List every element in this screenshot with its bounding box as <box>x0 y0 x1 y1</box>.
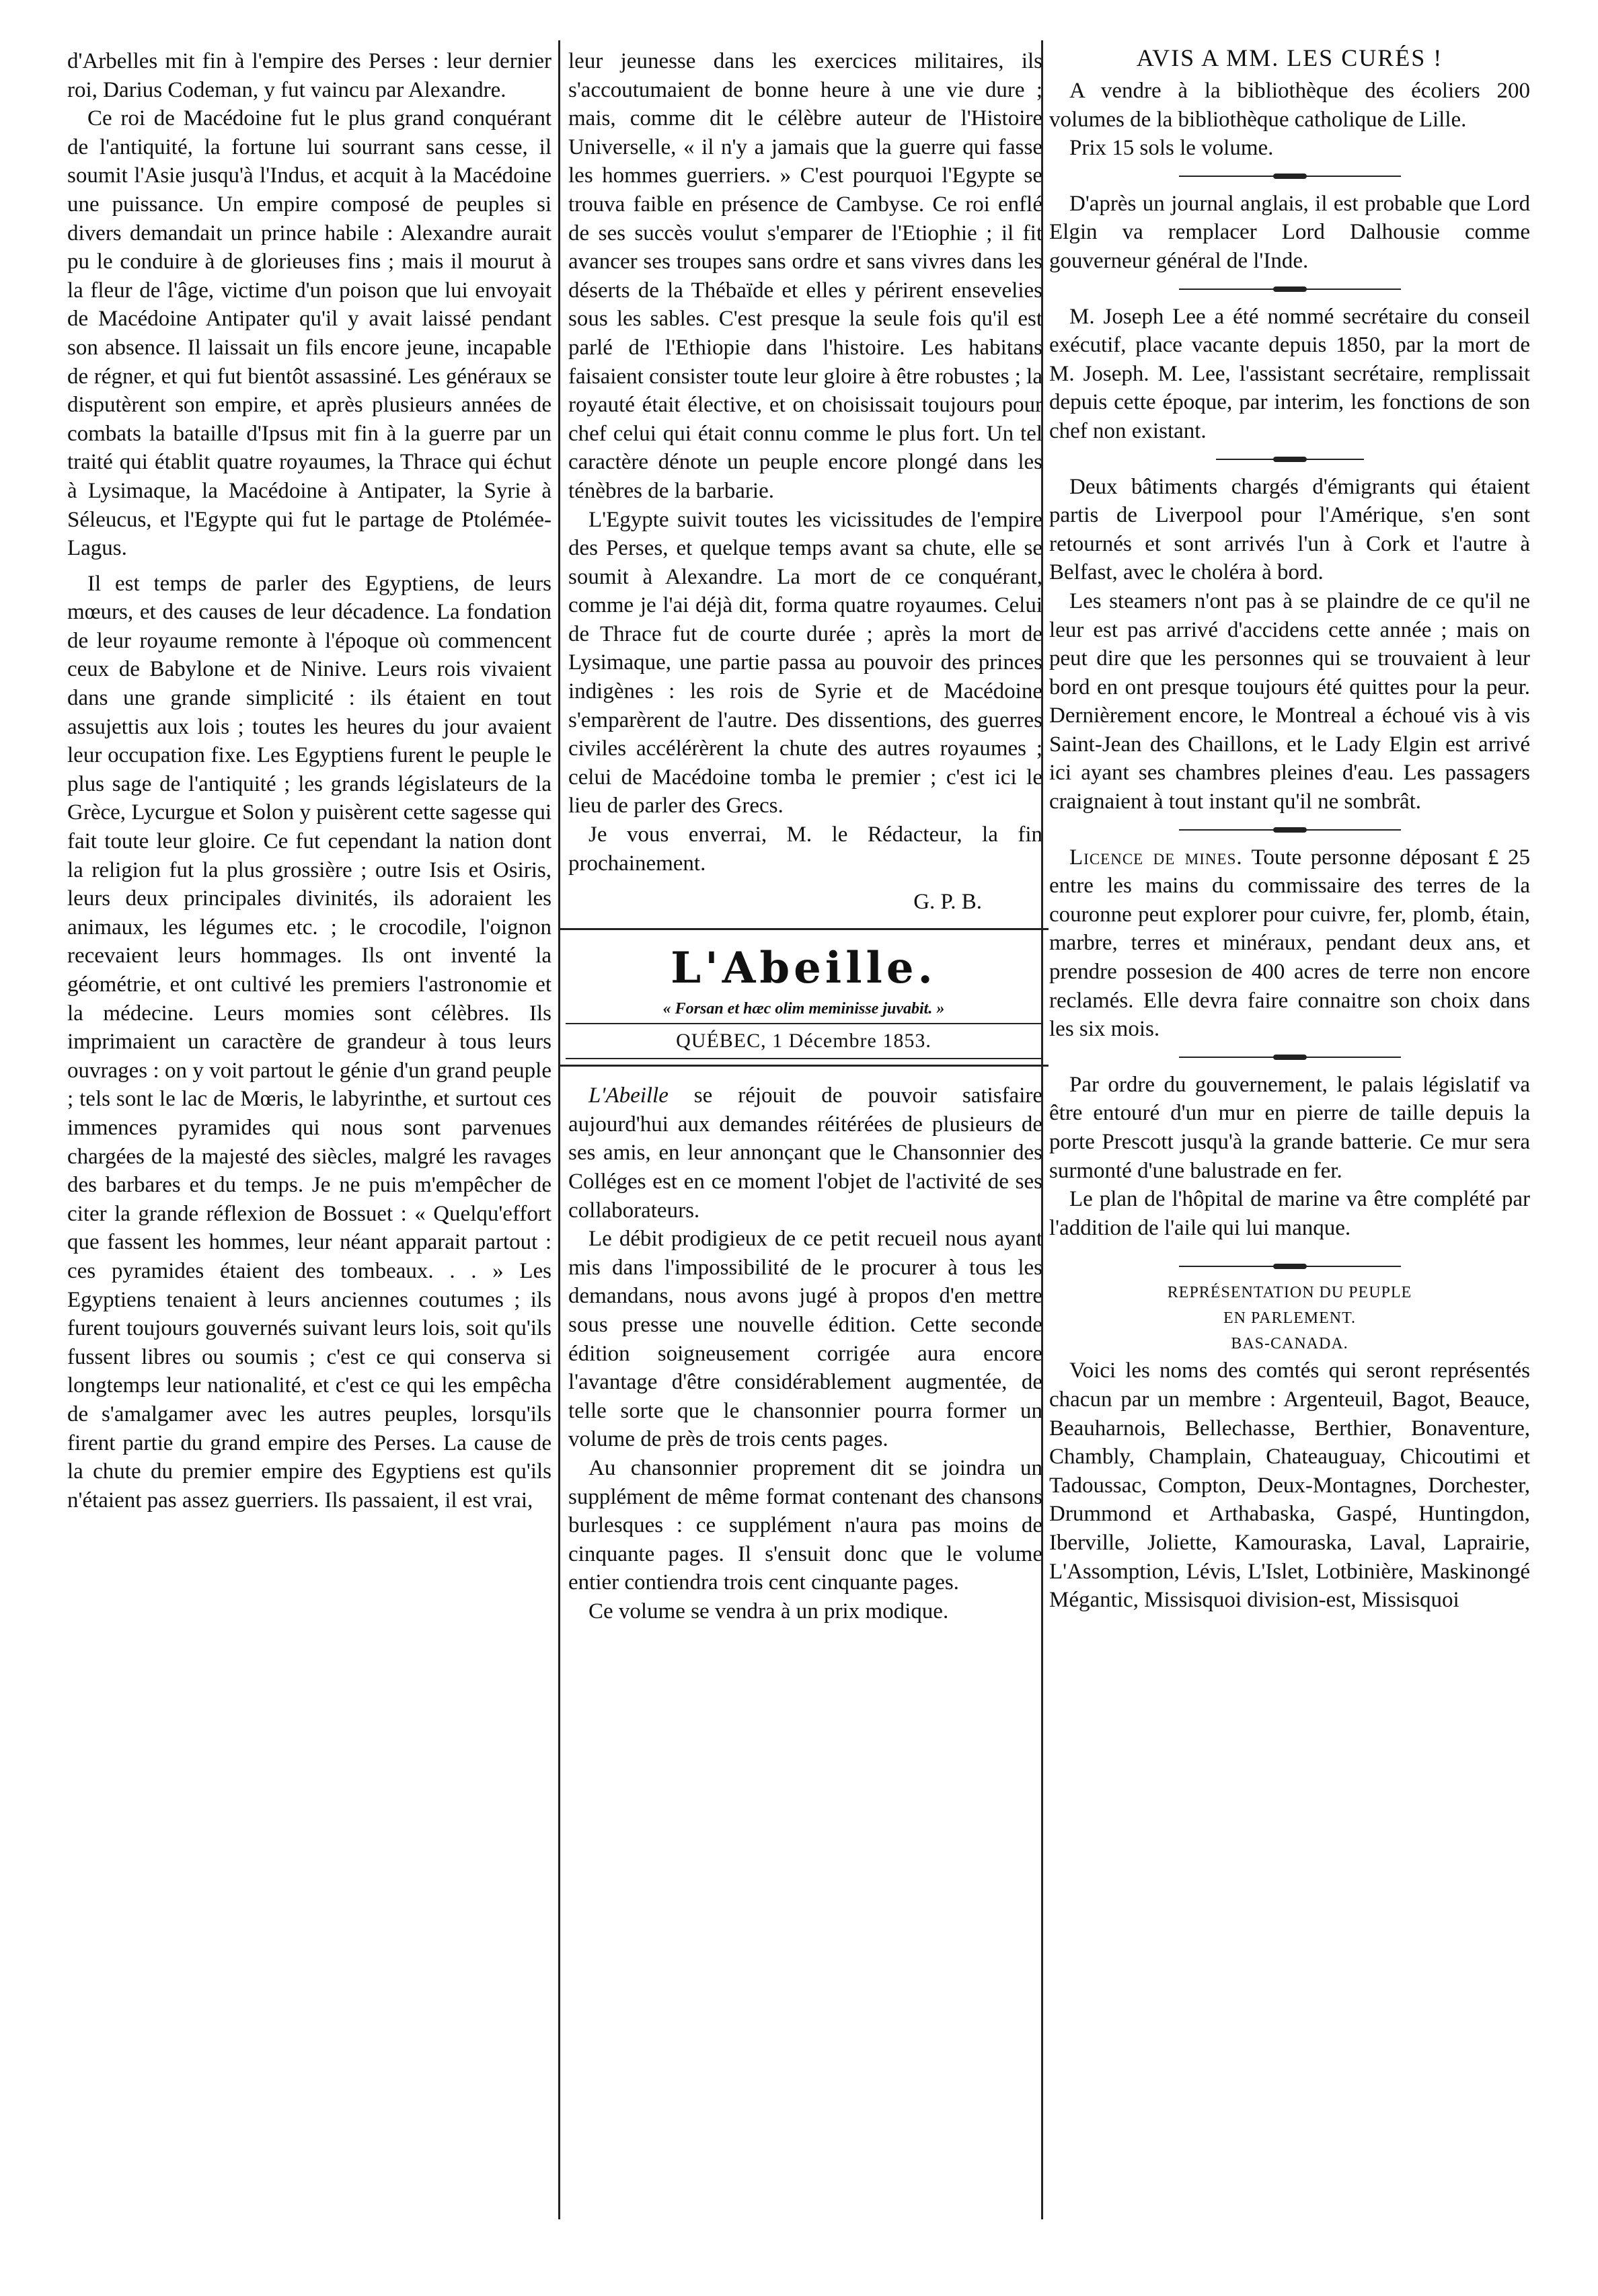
paragraph: L'Egypte suivit toutes les vicissitudes de l'empire des Perses, et quelque temps avant sa chute, elle se soumit à Alexandre. La mort de ce conquérant, comme je l'ai déjà dit, forma quatre royaumes. Celui de Thrace fut de courte durée ; après la mort de Lysimaque, une partie passa au pouvoir des princes indigènes : les rois de Syrie et de Macédoine s'emparèrent de l'autre. Des dissentions, des guerres civiles accélérèrent la chute des autres royaumes ; celui de Macédoine tomba le premier ; c'est ici le lieu de parler des Grecs. <box>568 507 1042 818</box>
paragraph: D'après un journal anglais, il est probable que Lord Elgin va remplacer Lord Dalhousie comme gouverneur général de l'Inde. <box>1049 191 1530 273</box>
separator <box>1179 1053 1401 1061</box>
separator <box>1216 455 1364 463</box>
signature: G. P. B. <box>913 890 982 915</box>
paragraph-text: Toute personne déposant £ 25 entre les mains du commissaire des terres de la couronne peut explorer pour cuivre, fer, plomb, étain, marbre, terres et minéraux, pendant deux ans, et prendre possesion de 400 acres de terre non encore reclamés. Elle devra faire connaitre son choix dans les six mois. <box>1049 845 1530 1042</box>
paragraph <box>568 1081 1042 1225</box>
masthead-motto: « Forsan et hæc olim meminisse juvabit. » <box>662 1000 945 1018</box>
paragraph: Ce roi de Macédoine fut le plus grand conquérant de l'antiquité, la fortune lui sourrant sans cesse, il soumit l'Asie jusqu'à l'Indus, et acquit à la Macédoine une puissance. Un empire composé de peuples si divers demandait un prince habile : Alexandre aurait pu le conduire à de glorieuses fins ; mais il mourut à la fleur de l'âge, victime d'un poison que lui envoyait de Macédoine Antipater qu'il y avait laissé pendant son absence. Il laissait un fils encore jeune, incapable de régner, et qui fut bientôt assassiné. Les généraux se disputèrent son empire, et après plusieurs années de combats la bataille d'Ipsus mit fin à la guerre par un traité qui établit quatre royaumes, la Thrace qui échut à Lysimaque, la Macédoine à Antipater, la Syrie à Séleucus, et l'Egypte qui fut le partage de Ptolémée-Lagus. <box>67 106 551 561</box>
masthead-date: QUÉBEC, 1 Décembre 1853. <box>566 1023 1042 1059</box>
paragraph: Les steamers n'ont pas à se plaindre de ce qu'il ne leur est pas arrivé d'accidens cette année ; mais on peut dire que les personnes qui se trouvaient à leur bord en ont presque toujours été quittes pour la peur. Dernièrement encore, le Montreal a échoué vis à vis Saint-Jean des Chaillons, et le Lady Elgin est arrivé ici ayant ses chambres pleines d'eau. Les passagers craignaient à tout instant qu'il ne sombrât. <box>1049 588 1530 814</box>
column-rule-left <box>558 40 560 2219</box>
paragraph: Deux bâtiments chargés d'émigrants qui étaient partis de Liverpool pour l'Amérique, s'en sont retournés et sont arrivés l'un à Cork et l'autre à Belfast, avec le choléra à bord. <box>1049 474 1530 585</box>
separator <box>1179 826 1401 834</box>
masthead-title: L'Abeille. <box>671 943 937 994</box>
paragraph: M. Joseph Lee a été nommé secrétaire du conseil exécutif, place vacante depuis 1850, par la mort de M. Joseph. M. Lee, l'assistant secrétaire, remplissait depuis cette époque, par interim, les fonctions de son chef non existant. <box>1049 304 1530 443</box>
section-subheading: EN PARLEMENT. <box>1223 1309 1356 1328</box>
masthead <box>559 928 1049 1067</box>
separator <box>1179 172 1401 180</box>
column-3 <box>1049 44 1530 1615</box>
paragraph: leur jeunesse dans les exercices militaires, ils s'accoutumaient de bonne heure à une vie dure ; mais, comme dit le célèbre auteur de l'Histoire Universelle, « il n'y a jamais que la guerre qui fasse les hommes guerriers. » C'est pourquoi l'Egypte se trouva faible en présence de Cambyse. Ce roi enflé de ses succès voulut s'emparer de l'Etiophie ; il fit avancer ses troupes sans ordre et sans vivres dans les déserts de la Thébaïde et elles y périrent ensevelies sous les sables. C'est presque la seule fois qu'il est parlé de l'Ethiopie dans l'histoire. Les habitans faisaient consister toute leur gloire à être robustes ; la royauté était élective, et on choisissait toujours pour chef celui qui était connu comme le plus fort. Un tel caractère dénote un peuple encore plongé dans les ténèbres de la barbarie. <box>568 49 1042 503</box>
paragraph: Le plan de l'hôpital de marine va être complété par l'addition de l'aile qui lui manque. <box>1049 1187 1530 1240</box>
paragraph: Il est temps de parler des Egyptiens, de leurs mœurs, et des causes de leur décadence. La fondation de leur royaume remonte à l'époque où commencent ceux de Babylone et de Ninive. Leurs rois vivaient dans une grande simplicité : ils étaient en tout assujettis aux lois ; toutes les heures du jour avaient leur occupation fixe. Les Egyptiens furent le peuple le plus sage de l'antiquité ; les grands législateurs de la Grèce, Lycurgue et Solon y puisèrent cette sagesse qui fait toute leur gloire. Ce fut cependant la nation dont la religion fut la plus grossière ; outre Isis et Osiris, leurs deux principales divinités, ils adoraient les animaux, les légumes etc. ; le crocodile, l'oignon recevaient leurs hommages. Ils ont inventé la géométrie, et ont cultivé les premiers l'astronomie et la médecine. Leurs momies sont célèbres. Ils imprimaient un caractère de grandeur à tous leurs ouvrages : on y voit partout le génie d'un grand peuple ; tels sont le lac de Mœris, le labyrinthe, et surtout ces immences pyramides qui nous sont parvenues chargées de la majesté des siècles, malgré les ravages des barbares et du temps. Je ne puis m'empêcher de citer la grande réflexion de Bossuet : « Quelqu'effort que fassent les hommes, leur néant apparait partout : ces pyramides étaient des tombeaux. . . » Les Egyptiens tenaient à leurs anciennes coutumes ; ils furent toujours gouvernés suivant leurs lois, soit qu'ils fussent libres ou soumis ; c'est ce qui conserva si longtemps leur nationalité, et c'est ce qui les empêcha de s'amalgamer avec les autres peuples, lorsqu'ils firent partie du grand empire des Perses. La cause de la chute du premier empire des Egyptiens est qu'ils n'étaient pas assez guerriers. Ils passaient, il est vrai, <box>67 571 551 1513</box>
abeille-lead: L'Abeille <box>588 1083 669 1108</box>
column-2 <box>568 47 1042 1626</box>
section-heading: REPRÉSENTATION DU PEUPLE <box>1167 1284 1412 1302</box>
paragraph: A vendre à la bibliothèque des écoliers 200 volumes de la bibliothèque catholique de Lille. <box>1049 79 1530 132</box>
avis-title: AVIS A MM. LES CURÉS ! <box>1136 44 1443 71</box>
licence-label: Licence de mines. <box>1069 845 1243 870</box>
separator <box>1179 1262 1401 1270</box>
paragraph: Au chansonnier proprement dit se joindra un supplément de même format contenant des chansons burlesques : ce supplément n'aura pas moins de cinquante pages. Il s'ensuit donc que le volume entier contiendra trois cent cinquante pages. <box>568 1455 1042 1595</box>
section-subheading: BAS-CANADA. <box>1231 1335 1348 1353</box>
paragraph-text: se réjouit de pouvoir satisfaire aujourd'hui aux demandes réitérées de plusieurs de ses amis, en leur annonçant que le Chansonnier des Colléges est en ce moment l'objet de l'activité de ses collaborateurs. <box>568 1083 1043 1223</box>
column-1 <box>67 47 551 1515</box>
paragraph: Je vous enverrai, M. le Rédacteur, la fin prochainement. <box>568 822 1042 876</box>
paragraph: Ce volume se vendra à un prix modique. <box>588 1599 949 1623</box>
paragraph: d'Arbelles mit fin à l'empire des Perses : leur dernier roi, Darius Codeman, y fut vaincu par Alexandre. <box>67 49 551 102</box>
separator <box>1179 285 1401 293</box>
paragraph <box>1049 843 1530 1044</box>
paragraph: Voici les noms des comtés qui seront représentés chacun par un membre : Argenteuil, Bagot, Beauce, Beauharnois, Bellechasse, Berthier, Bonaventure, Chambly, Champlain, Chateauguay, Chicoutimi et Tadoussac, Compton, Deux-Montagnes, Dorchester, Drummond et Arthabaska, Gaspé, Huntingdon, Iberville, Joliette, Kamouraska, Laval, Laprairie, L'Assomption, Lévis, L'Islet, Lotbinière, Maskinongé Mégantic, Missisquoi division-est, Missisquoi <box>1049 1359 1530 1613</box>
paragraph: Par ordre du gouvernement, le palais législatif va être entouré d'un mur en pierre de taille depuis la porte Prescott jusqu'à la grande batterie. Ce mur sera surmonté d'une balustrade en fer. <box>1049 1072 1530 1183</box>
paragraph: Le débit prodigieux de ce petit recueil nous ayant mis dans l'impossibilité de le procurer à tous les demandans, nous avons jugé à propos d'en mettre sous presse une nouvelle édition. Cette seconde édition soigneusement corrigée aura encore l'avantage d'être considérablement augmentée, de telle sorte que le chansonnier pourra former un volume de près de trois cents pages. <box>568 1227 1042 1452</box>
paragraph: Prix 15 sols le volume. <box>1069 136 1274 161</box>
